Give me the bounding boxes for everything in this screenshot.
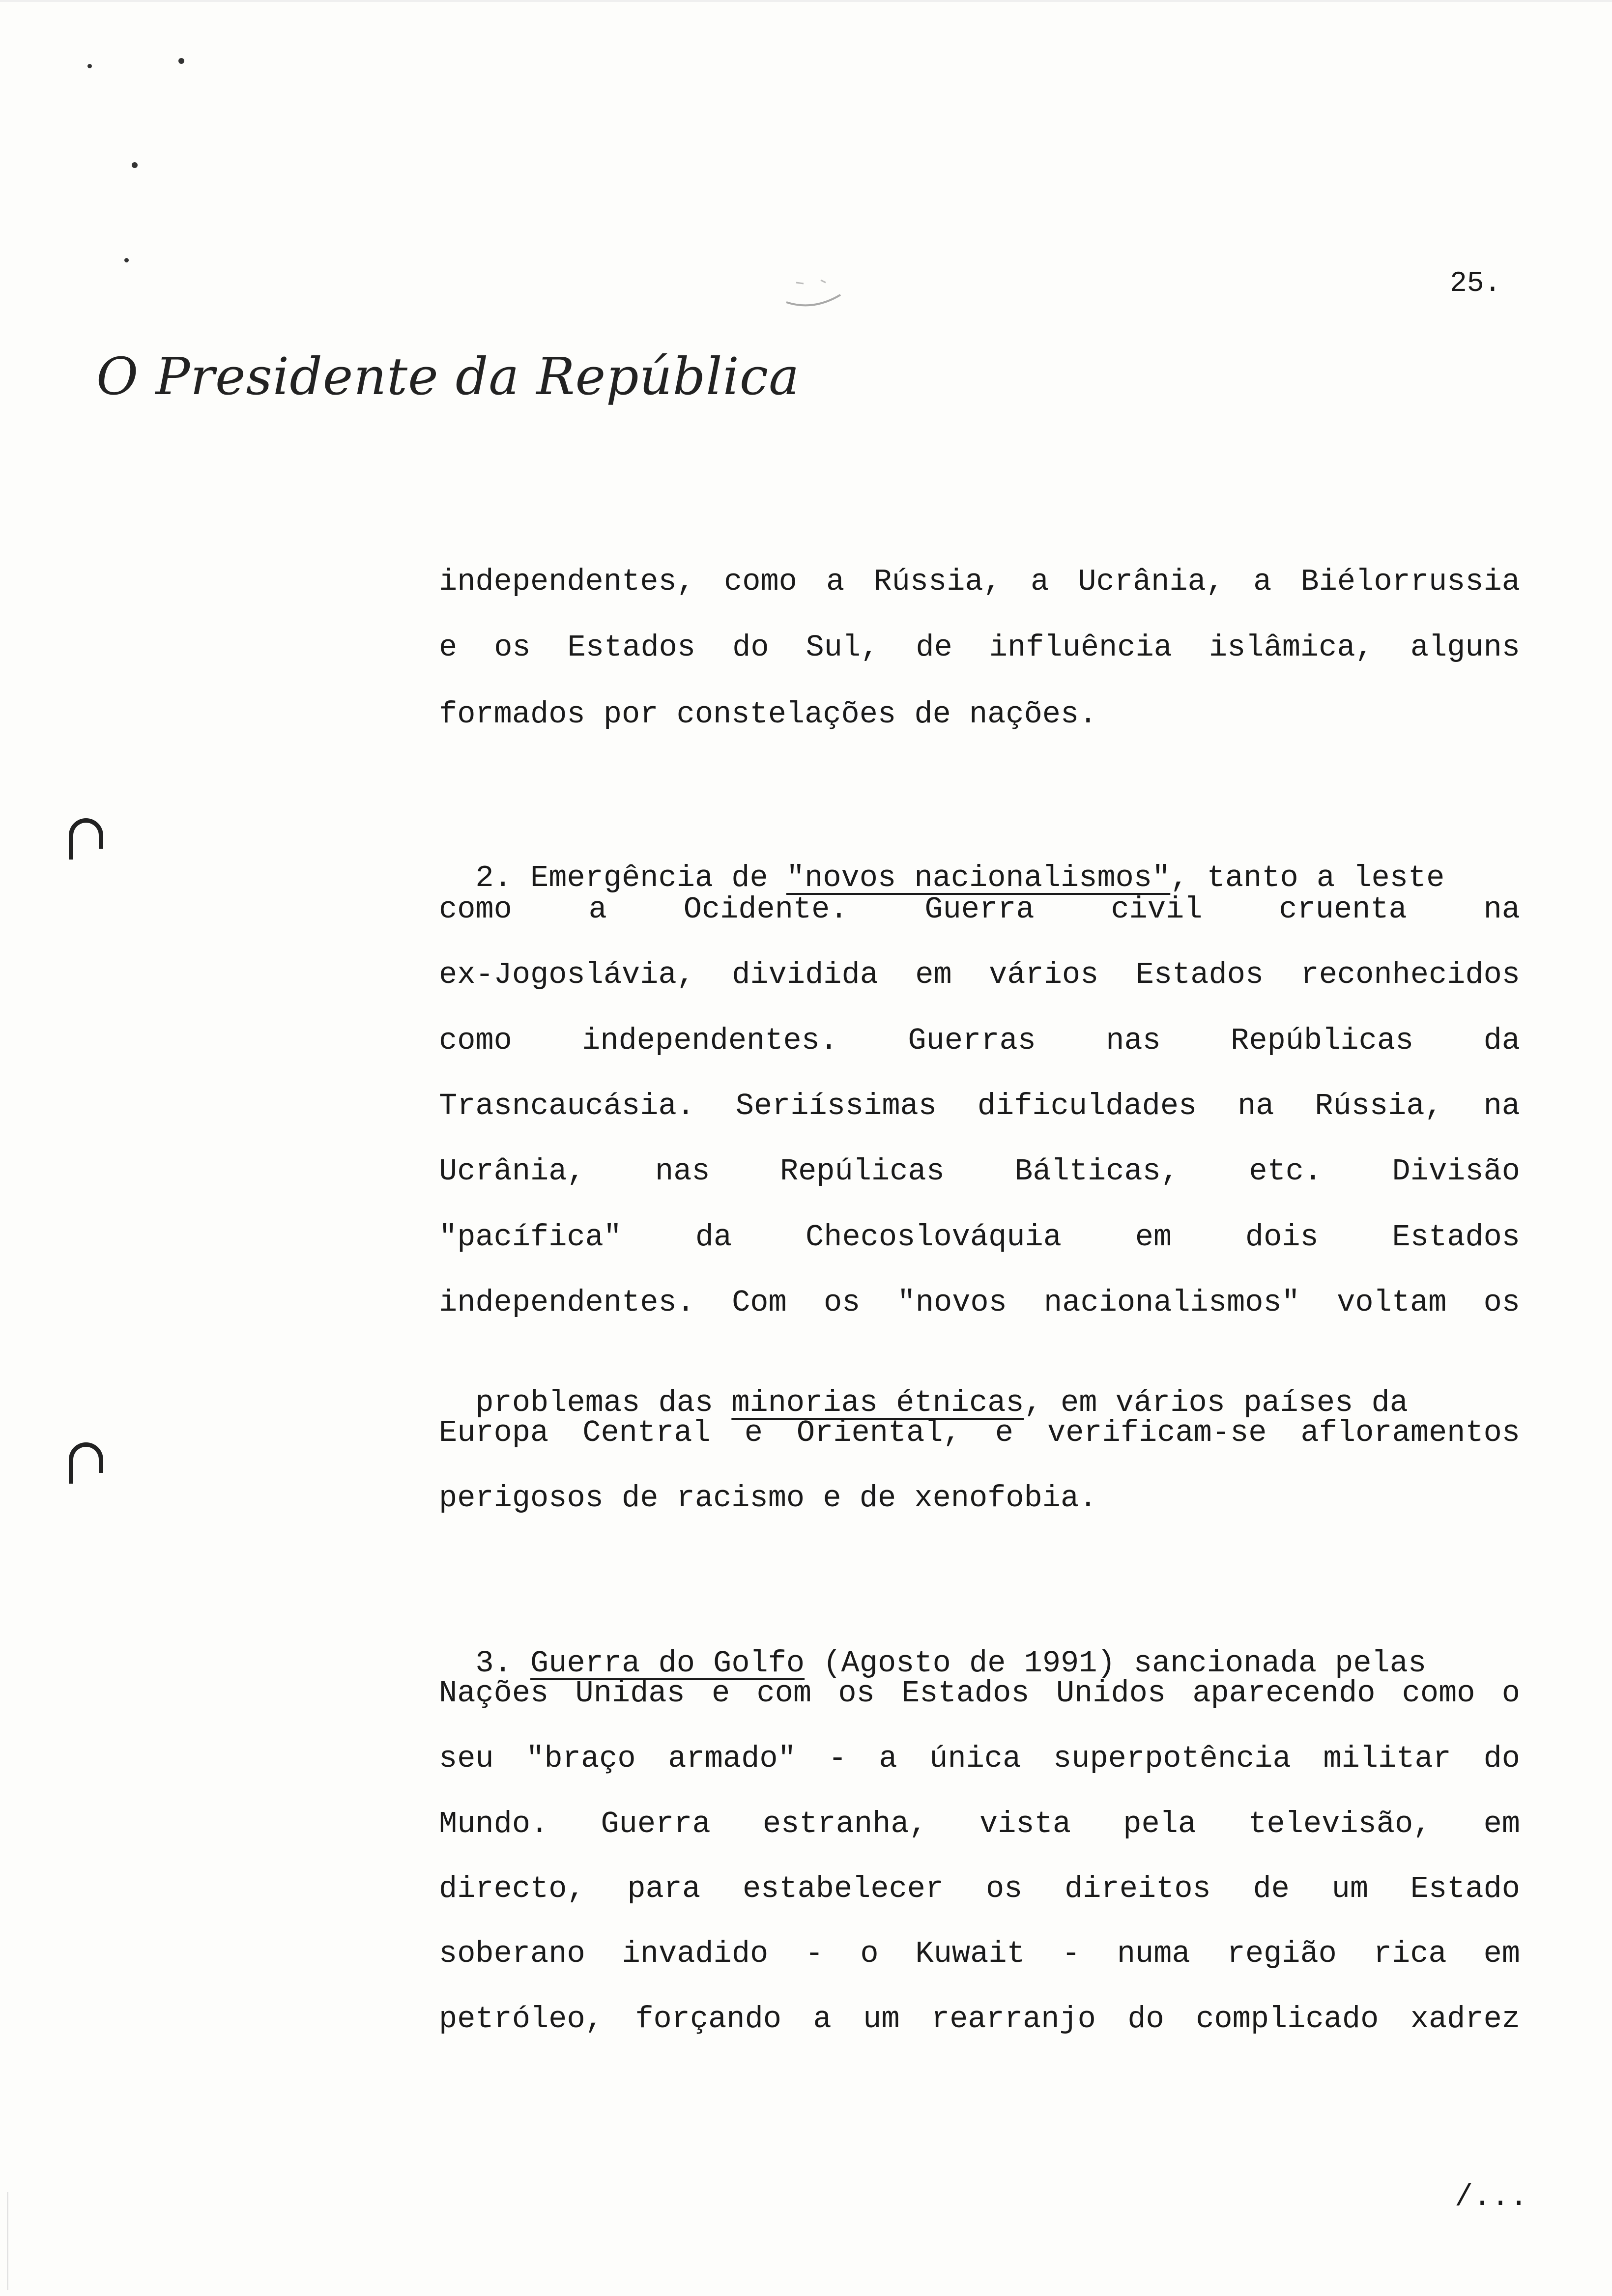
scan-speck bbox=[178, 58, 184, 64]
p2-line: "pacífica" da Checoslováquia em dois Estados bbox=[439, 1220, 1520, 1255]
text: 2. Emergência de bbox=[475, 861, 786, 895]
text: 3. bbox=[475, 1646, 531, 1681]
p2-line: ex-Jogoslávia, dividida em vários Estados reconhecidos bbox=[439, 957, 1520, 992]
underlined-term: minorias étnicas bbox=[731, 1385, 1024, 1420]
text: , tanto a leste bbox=[1170, 861, 1445, 895]
underlined-term: Guerra do Golfo bbox=[530, 1646, 805, 1681]
page-number: 25. bbox=[1450, 268, 1501, 300]
p2-line: Ucrânia, nas Repúlicas Bálticas, etc. Divisão bbox=[439, 1154, 1520, 1189]
p2-line: como a Ocidente. Guerra civil cruenta na bbox=[439, 892, 1520, 927]
p2-line-1 bbox=[439, 826, 1520, 895]
p3-line: Mundo. Guerra estranha, vista pela televisão, em bbox=[439, 1807, 1520, 1841]
punch-hole-top bbox=[69, 818, 103, 849]
p3-line: seu "braço armado" - a única superpotência militar do bbox=[439, 1741, 1520, 1776]
continuation-mark: /... bbox=[1455, 2180, 1528, 2214]
p2-line: como independentes. Guerras nas Repúblicas da bbox=[439, 1023, 1520, 1058]
text: , em vários países da bbox=[1024, 1385, 1408, 1420]
p1-line: independentes, como a Rússia, a Ucrânia, a Biélorrussia bbox=[439, 564, 1520, 599]
p3-line-1 bbox=[439, 1611, 1520, 1681]
p3-line: soberano invadido - o Kuwait - numa região rica em bbox=[439, 1936, 1520, 1971]
scan-speck bbox=[132, 162, 138, 168]
letterhead-title: O Presidente da República bbox=[96, 346, 800, 406]
p3-line: Nações Unidas e com os Estados Unidos aparecendo como o bbox=[439, 1676, 1520, 1711]
faint-stamp-mark bbox=[781, 268, 845, 307]
text: problemas das bbox=[475, 1385, 732, 1420]
p2-line: Trasncaucásia. Seriíssimas dificuldades na Rússia, na bbox=[439, 1089, 1520, 1123]
p3-line: directo, para estabelecer os direitos de um Estado bbox=[439, 1871, 1520, 1906]
scan-margin-line bbox=[7, 2192, 8, 2290]
text: (Agosto de 1991) sancionada pelas bbox=[805, 1646, 1427, 1681]
p2-line-9 bbox=[439, 1350, 1520, 1420]
p2-line: independentes. Com os "novos nacionalismos" voltam os bbox=[439, 1285, 1520, 1320]
scan-speck bbox=[87, 64, 92, 68]
p2-line: perigosos de racismo e de xenofobia. bbox=[439, 1481, 1097, 1516]
p2-line: Europa Central e Oriental, e verificam-se afloramentos bbox=[439, 1415, 1520, 1450]
punch-hole-bottom bbox=[69, 1442, 103, 1473]
scan-speck bbox=[124, 258, 129, 262]
scan-edge bbox=[0, 0, 1612, 2]
p1-line: formados por constelações de nações. bbox=[439, 697, 1097, 732]
underlined-term: "novos nacionalismos" bbox=[786, 861, 1171, 895]
p3-line: petróleo, forçando a um rearranjo do complicado xadrez bbox=[439, 2002, 1520, 2037]
p1-line: e os Estados do Sul, de influência islâmica, alguns bbox=[439, 630, 1520, 665]
